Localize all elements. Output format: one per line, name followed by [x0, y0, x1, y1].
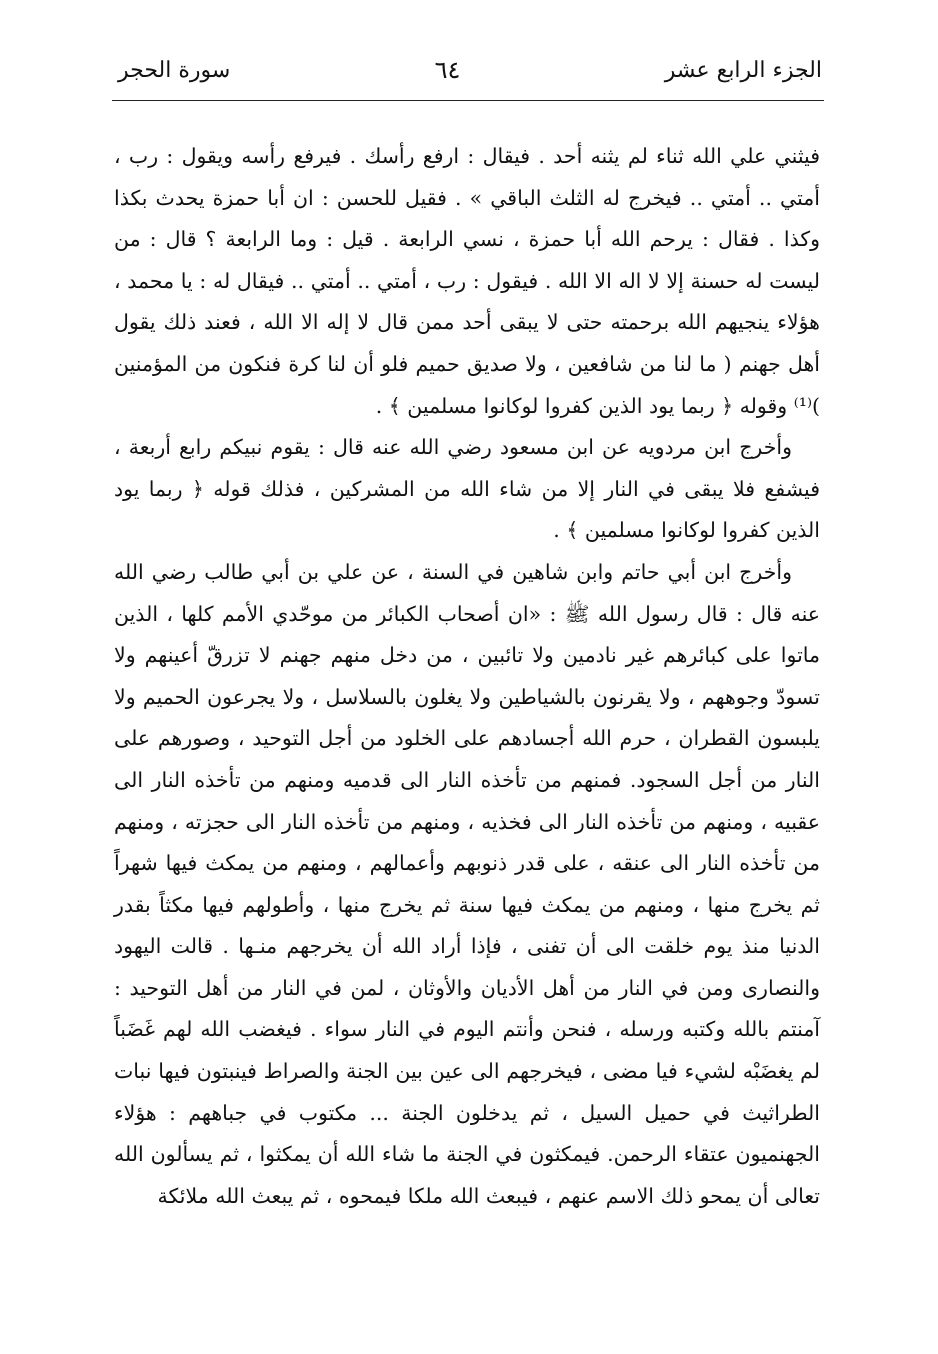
header-surah-title: سورة الحجر [118, 57, 231, 83]
page-number: ٦٤ [434, 56, 461, 84]
page-body [114, 136, 820, 1217]
paragraph-3: وأخرج ابن أبي حاتم وابن شاهين في السنة ، عن علي بن أبي طالب رضي الله عنه قال : قال رسول الله ﷺ : «ان أصحاب الكبائر من موحّدي الأمم كلها ، الذين ماتوا على كبائرهم غير نادمين ولا تائبين ، من دخل منهم جهنم لا تزرقّ أعينهم ولا تسودّ وجوههم ، ولا يقرنون بالشياطين ولا يغلون بالسلاسل ، ولا يجرعون الحميم ولا يلبسون القطران ، حرم الله أجسادهم على الخلود من أجل التوحيد ، وصورهم على النار من أجل السجود. فمنهم من تأخذه النار الى قدميه ومنهم من تأخذه النار الى عقبيه ، ومنهم من تأخذه النار الى فخذيه ، ومنهم من تأخذه النار الى حجزته ، ومنهم من تأخذه النار الى عنقه ، على قدر ذنوبهم وأعمالهم ، ومنهم من يمكث فيها شهراً ثم يخرج منها ، ومنهم من يمكث فيها سنة ثم يخرج منها ، وأطولهم فيها مكثاً بقدر الدنيا منذ يوم خلقت الى أن تفنى ، فإذا أراد الله أن يخرجهم منـها . قالت اليهود والنصارى ومن في النار من أهل الأديان والأوثان ، لمن في النار من أهل التوحيد : آمنتم بالله وكتبه ورسله ، فنحن وأنتم اليوم في النار سواء . فيغضب الله لهم غَضَباً لم يغضَبْه لشيء فيا مضى ، فيخرجهم الى عين بين الجنة والصراط فينبتون فيها نبات الطراثيث في حميل السيل ، ثم يدخلون الجنة ... مكتوب في جباههم : هؤلاء الجهنميون عتقاء الرحمن. فيمكثون في الجنة ما شاء الله أن يمكثوا ، ثم يسألون الله تعالى أن يمحو ذلك الاسم عنهم ، فيبعث الله ملكا فيمحوه ، ثم يبعث الله ملائكة [114, 559, 820, 1208]
paragraph-1: فيثني علي الله ثناء لم يثنه أحد . فيقال : ارفع رأسك . فيرفع رأسه ويقول : رب ، أمتي .. أمتي .. فيخرج له الثلث الباقي » . فقيل للحسن : ان أبا حمزة يحدث بكذا وكذا . فقال : يرحم الله أبا حمزة ، نسي الرابعة . قيل : وما الرابعة ؟ قال : من ليست له حسنة إلا لا اله الا الله . فيقول : رب ، أمتي .. أمتي .. فيقال له : يا محمد ، هؤلاء ينجيهم الله برحمته حتى لا يبقى أحد ممن قال لا إله الا الله ، فعند ذلك يقول أهل جهنم ( ما لنا من شافعين ، ولا صديق حميم فلو أن لنا كرة فنكون من المؤمنين )⁽¹⁾ وقوله ﴿ ربما يود الذين كفروا لوكانوا مسلمين ﴾ . [114, 144, 820, 418]
page-header [118, 48, 822, 92]
header-rule [112, 100, 824, 101]
paragraph-2: وأخرج ابن مردويه عن ابن مسعود رضي الله عنه قال : يقوم نبيكم رابع أربعة ، فيشفع فلا يبقى في النار إلا من شاء الله من المشركين ، فذلك قوله ﴿ ربما يود الذين كفروا لوكانوا مسلمين ﴾ . [114, 435, 820, 543]
header-part-title: الجزء الرابع عشر [664, 57, 822, 83]
